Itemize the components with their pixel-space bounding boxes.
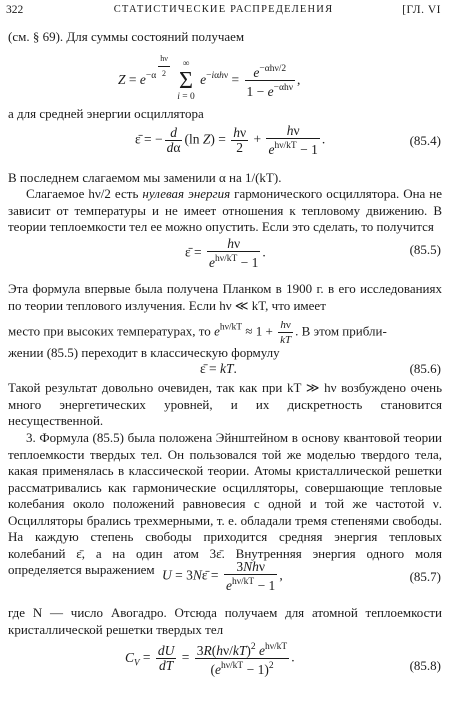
paragraph-mean-energy-intro: а для средней энергии осциллятора: [8, 106, 204, 121]
equation-number-85-4: (85.4): [409, 133, 441, 148]
equation-number-85-6: (85.6): [409, 361, 441, 376]
equation-internal-energy: U = 3Nε̄ = $\frac{\text{3Nhν}}{e^{h\nu/kT} - 1}$ ,: [162, 559, 283, 593]
paragraph-substitution: В последнем слагаемом мы заменили α на 1/(kT).: [8, 170, 282, 185]
page-number: 322: [6, 4, 24, 16]
equation-mean-energy: ε̄ = − $\frac{d}{d\alpha}$ (ln Z) = $\frac{h\nu}{2}$ + $\frac{h\nu}{e^{h\nu/kT} - 1}$ .: [135, 123, 326, 157]
paragraph-zero-energy: Слагаемое hν/2 есть нулевая энергия гармонического осциллятора. Она не зависит от температуры и не имеет отношения к тепловому движению. В теории теплоемкости тел ее можно опустить. Если это сделать, то получится: [8, 186, 443, 234]
equation-heat-capacity: $C_V$ = $\frac{dU}{dT}$ = $\frac{3R(h\nu/kT)^2 e^{h\nu/kT}}{(e^{h\nu/kT} - 1)^2}$ .: [125, 642, 295, 677]
running-title: СТАТИСТИЧЕСКИЕ РАСПРЕДЕЛЕНИЯ: [113, 4, 334, 15]
paragraph-einstein-model: 3. Формула (85.5) была положена Эйнштейном в основу квантовой теории теплоемкости твердых тел. Он пользовался той же моделью твердого тела, какая применялась в классической теории. Атомы кристаллической решетки рассматривались как гармонические осцилляторы, совершающие тепловые колебания около положений равновесия с одной и той же частотой ν. Осцилляторы брались трехмерными, т. е. обладали тремя степенями свободы. На каждую степень свободы приходится средняя энергия тепловых колебаний ε̄, а на один атом 3ε̄. Внутренняя энергия одного моля определяется выражением: [8, 430, 442, 577]
equation-number-85-7: (85.7): [409, 569, 441, 584]
zero-energy-term: нулевая энергия: [142, 186, 231, 201]
sum-sign: ∞ Σ i = 0: [177, 58, 195, 102]
paragraph-sum-intro: (см. § 69). Для суммы состояний получаем: [8, 29, 245, 44]
paragraph-classical-limit: жении (85.5) переходит в классическую формулу: [8, 345, 280, 360]
equation-number-85-5: (85.5): [409, 242, 441, 257]
equation-classical-energy: ε̄ = kT.: [200, 361, 237, 376]
equation-planck-energy: ε̄ = $\frac{h\nu}{e^{h\nu/kT} - 1}$ .: [185, 236, 266, 270]
paragraph-high-temperature: место при высоких температурах, то $e^{h\nu/kT} \approx 1$ + $\frac{h\nu}{kT}$ . В этом прибли-: [8, 319, 387, 346]
paragraph-discreteness: Такой результат довольно очевиден, так как при kT ≫ hν возбуждено очень много энергетических уровней, и их дискретность становится несущественной.: [8, 380, 442, 428]
equation-partition-sum: $Z = e^{-\alpha \frac{h\nu}{2}}$ ∞ Σ i = 0 $e^{-i\alpha h\nu}$ = $\frac{e^{-\alpha h\nu/2}}{1 - e^{-\alpha h\nu}}$ ,: [118, 54, 301, 102]
chapter-label: [ГЛ. VI: [402, 4, 441, 16]
paragraph-planck-history: Эта формула впервые была получена Планком в 1900 г. в его исследованиях по теории теплового излучения. Если hν ≪ kT, что имеет: [8, 281, 442, 313]
equation-number-85-8: (85.8): [409, 658, 441, 673]
paragraph-heat-capacity: где N — число Авогадро. Отсюда получаем для атомной теплоемкости кристаллической решетки твердых тел: [8, 605, 442, 637]
running-header: [6, 4, 441, 20]
